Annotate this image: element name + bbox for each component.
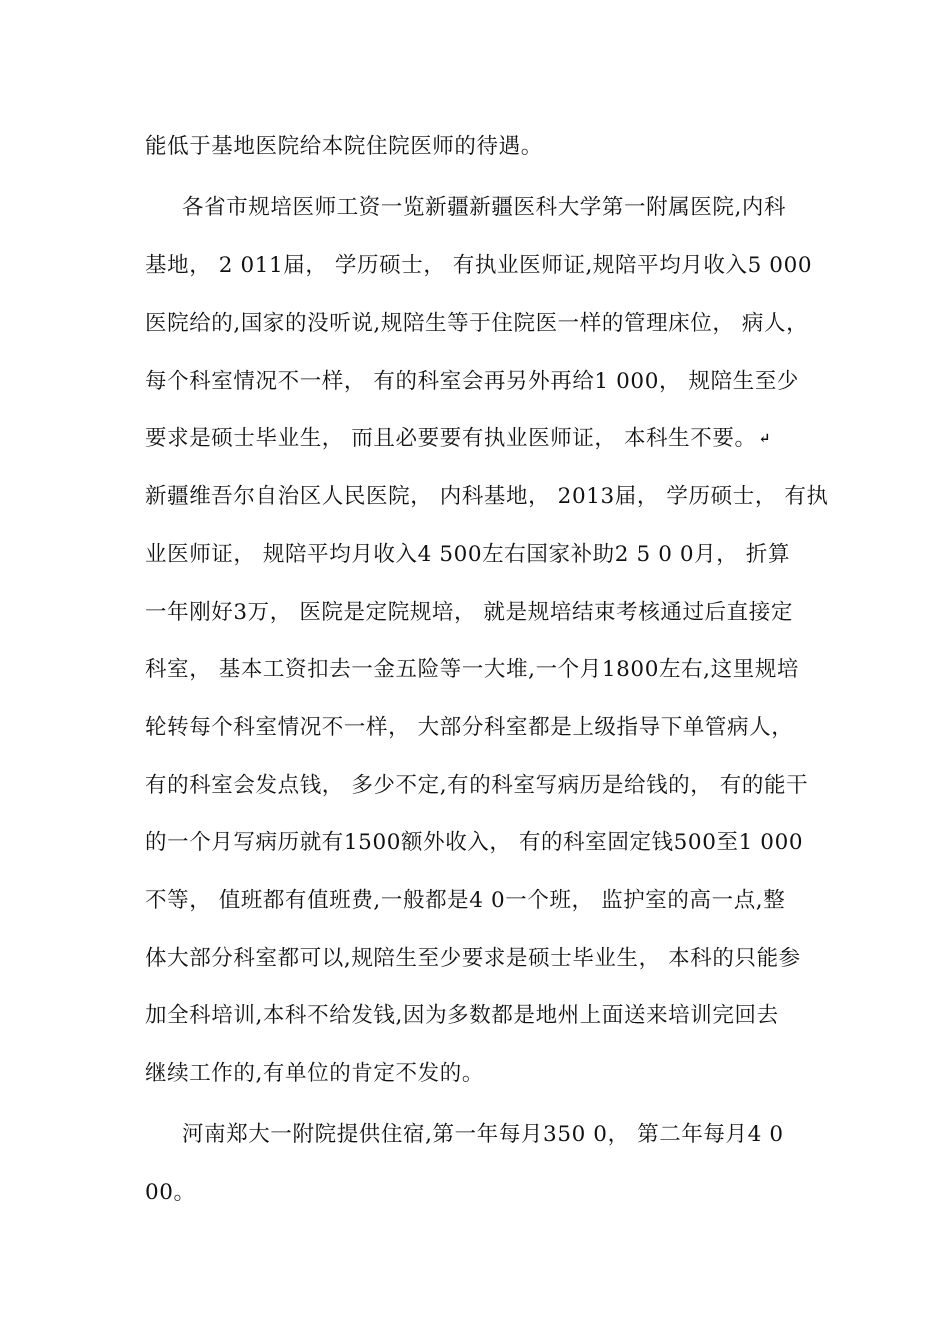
text-line: 河南郑大一附院提供住宿,第一年每月350 0， 第二年每月4 0 [182,1122,784,1147]
text-line: 能低于基地医院给本院住院医师的待遇。 [145,134,543,159]
text-line: 一年刚好3万， 医院是定院规培， 就是规培结束考核通过后直接定 [145,600,793,625]
text-line: 新疆维吾尔自治区人民医院， 内科基地， 2013届， 学历硕士， 有执 [145,484,829,509]
text-line: 体大部分科室都可以,规陪生至少要求是硕士毕业生， 本科的只能参 [145,946,801,971]
text-line: 加全科培训,本科不给发钱,因为多数都是地州上面送来培训完回去 [145,1003,779,1028]
text-line: 的一个月写病历就有1500额外收入， 有的科室固定钱500至1 000 [145,830,804,855]
text-line: 有的科室会发点钱， 多少不定,有的科室写病历是给钱的， 有的能干 [145,773,809,798]
text-line-with-mark [145,422,771,456]
text-line: 业医师证， 规陪平均月收入4 500左右国家补助2 5 0 0月， 折算 [145,542,791,567]
text-line: 要求是硕士毕业生， 而且必要要有执业医师证， 本科生不要。 [145,426,757,451]
text-line: 00。 [145,1180,196,1205]
text-line: 医院给的,国家的没听说,规陪生等于住院医一样的管理床位， 病人， [145,311,809,336]
text-line: 基地， 2 011届， 学历硕士， 有执业医师证,规陪平均月收入5 000 [145,253,813,278]
paragraph-mark-icon: ↵ [758,431,771,447]
text-line: 不等， 值班都有值班费,一般都是4 0一个班， 监护室的高一点,整 [145,888,786,913]
text-line: 各省市规培医师工资一览新疆新疆医科大学第一附属医院,内科 [182,195,787,220]
text-line: 每个科室情况不一样， 有的科室会再另外再给1 000， 规陪生至少 [145,369,800,394]
text-line: 继续工作的,有单位的肯定不发的。 [145,1061,484,1086]
text-line: 轮转每个科室情况不一样， 大部分科室都是上级指导下单管病人， [145,715,794,740]
text-line: 科室， 基本工资扣去一金五险等一大堆,一个月1800左右,这里规培 [145,657,800,682]
